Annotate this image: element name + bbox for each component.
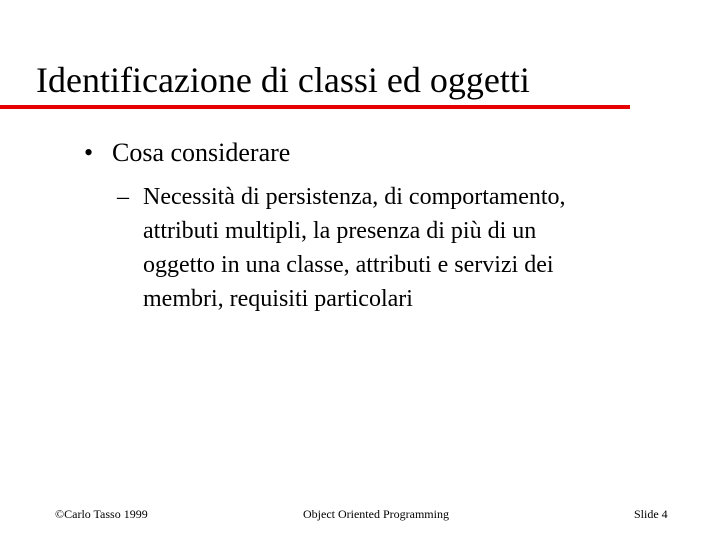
sub-bullet-line: Necessità di persistenza, di comportamento,: [143, 184, 566, 210]
sub-bullet-marker: –: [117, 184, 129, 210]
sub-bullet-item: [117, 180, 566, 316]
bullet-text: Cosa considerare: [112, 138, 291, 167]
sub-bullet-line: membri, requisiti particolari: [143, 286, 413, 312]
footer-course-title: Object Oriented Programming: [303, 507, 449, 521]
sub-bullet-line: oggetto in una classe, attributi e servizi dei: [143, 252, 554, 278]
footer-slide-number: Slide 4: [634, 507, 668, 521]
sub-bullet-text: [143, 180, 566, 316]
sub-bullet-line: attributi multipli, la presenza di più di un: [143, 218, 537, 244]
slide-title: Identificazione di classi ed oggetti: [36, 60, 530, 100]
title-underline: [0, 105, 630, 109]
footer-copyright: ©Carlo Tasso 1999: [55, 507, 148, 521]
bullet-marker: •: [84, 138, 94, 167]
bullet-item: [84, 137, 290, 169]
